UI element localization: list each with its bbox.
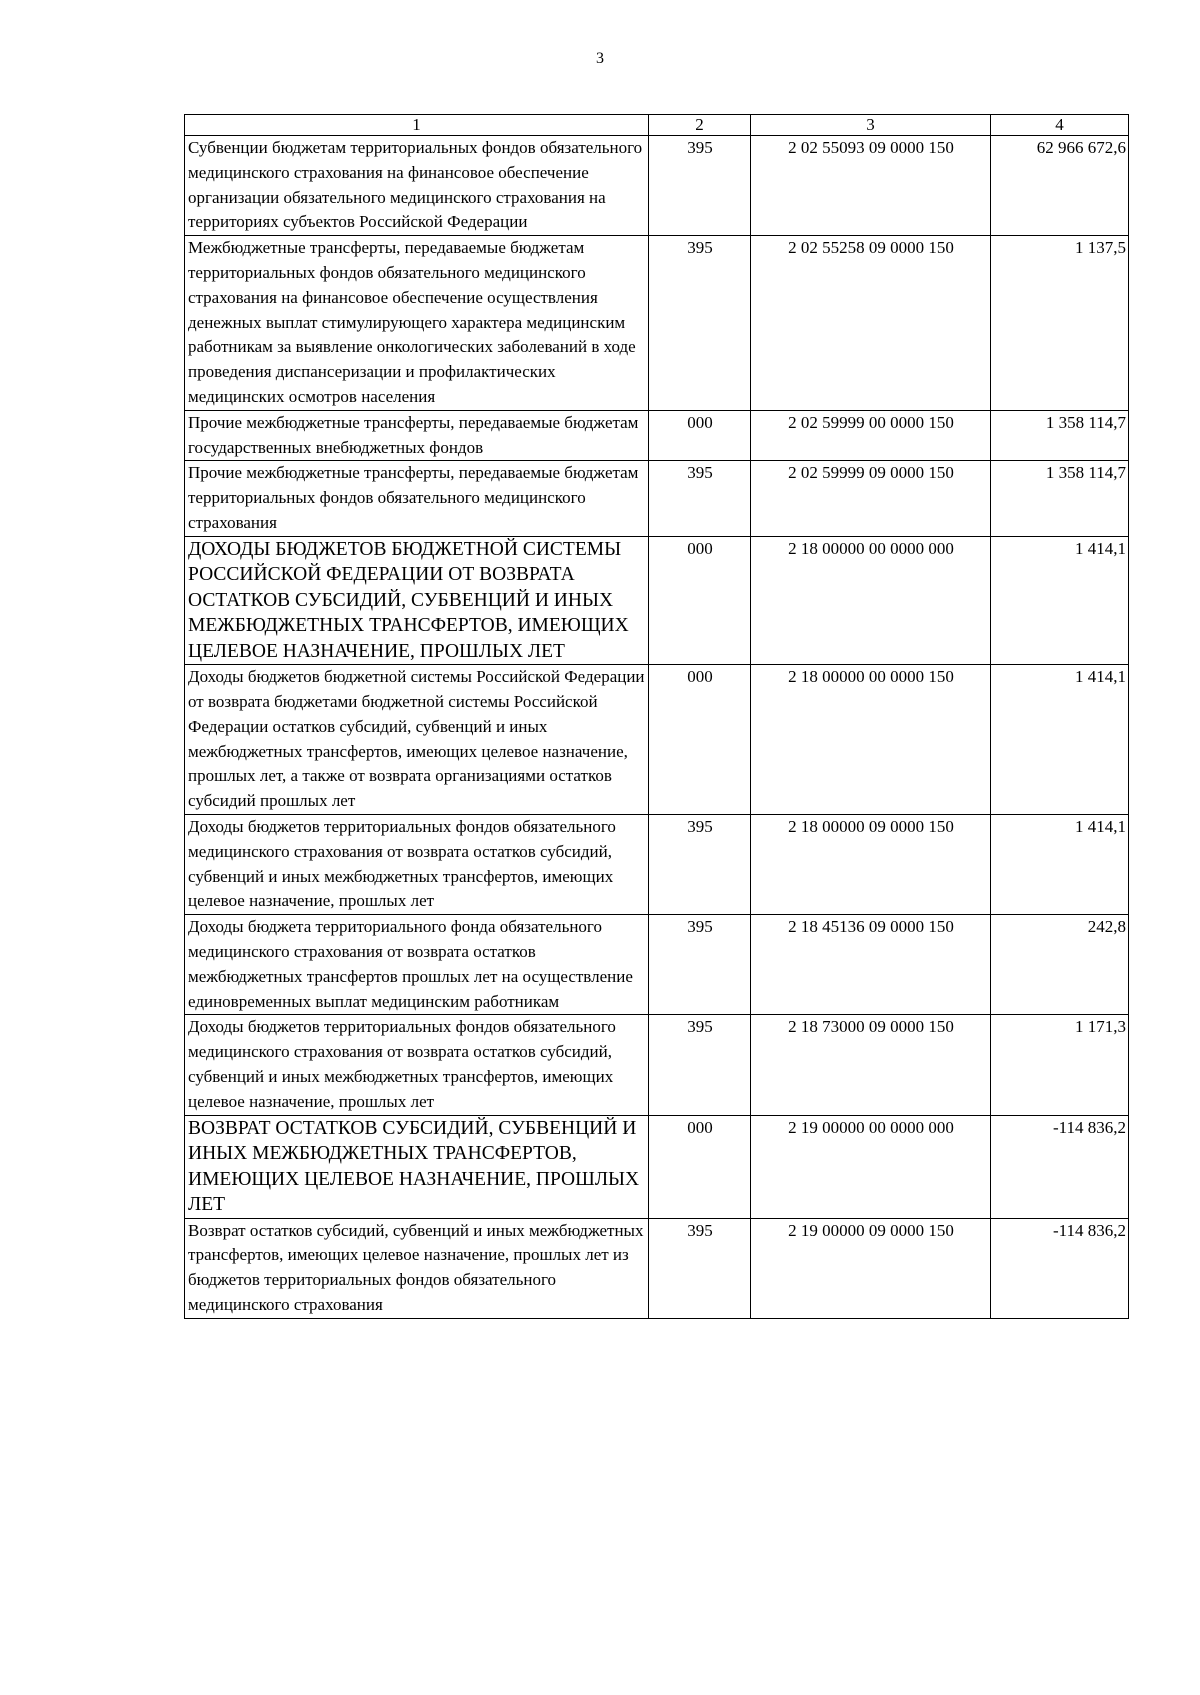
table-row (185, 536, 1129, 665)
table-row (185, 1115, 1129, 1218)
admin-code-cell: 395 (649, 136, 751, 236)
admin-code-cell: 395 (649, 461, 751, 536)
table-row (185, 461, 1129, 536)
admin-code-cell: 000 (649, 536, 751, 665)
amount-cell: 62 966 672,6 (991, 136, 1129, 236)
admin-code-cell: 395 (649, 815, 751, 915)
column-header-3: 3 (751, 115, 991, 136)
amount-cell: 1 137,5 (991, 236, 1129, 411)
revenue-name-cell: Субвенции бюджетам территориальных фондов обязательного медицинского страхования на финансовое обеспечение организации обязательного медицинского страхования на территориях субъектов Российской Федерации (185, 136, 649, 236)
revenue-name-cell: Прочие межбюджетные трансферты, передаваемые бюджетам государственных внебюджетных фондов (185, 410, 649, 461)
amount-cell: 1 358 114,7 (991, 461, 1129, 536)
amount-cell: 1 171,3 (991, 1015, 1129, 1115)
revenue-name-cell: Доходы бюджетов территориальных фондов обязательного медицинского страхования от возврата остатков субсидий, субвенций и иных межбюджетных трансфертов, имеющих целевое назначение, прошлых лет (185, 815, 649, 915)
admin-code-cell: 000 (649, 665, 751, 815)
revenue-name-cell: Межбюджетные трансферты, передаваемые бюджетам территориальных фондов обязательного медицинского страхования на финансовое обеспечение осуществления денежных выплат стимулирующего характера медицинским работникам за выявление онкологических заболеваний в ходе проведения диспансеризации и профилактических медицинских осмотров населения (185, 236, 649, 411)
column-header-1: 1 (185, 115, 649, 136)
column-header-2: 2 (649, 115, 751, 136)
column-header-4: 4 (991, 115, 1129, 136)
budget-classification-code-cell: 2 18 00000 09 0000 150 (751, 815, 991, 915)
table-row (185, 236, 1129, 411)
revenue-name-cell: Доходы бюджетов территориальных фондов обязательного медицинского страхования от возврата остатков субсидий, субвенций и иных межбюджетных трансфертов, имеющих целевое назначение, прошлых лет (185, 1015, 649, 1115)
table-row (185, 815, 1129, 915)
amount-cell: 242,8 (991, 915, 1129, 1015)
admin-code-cell: 000 (649, 410, 751, 461)
amount-cell: 1 414,1 (991, 665, 1129, 815)
amount-cell: 1 414,1 (991, 815, 1129, 915)
table-row (185, 915, 1129, 1015)
revenue-name-cell: Прочие межбюджетные трансферты, передаваемые бюджетам территориальных фондов обязательного медицинского страхования (185, 461, 649, 536)
budget-classification-code-cell: 2 19 00000 09 0000 150 (751, 1218, 991, 1318)
admin-code-cell: 395 (649, 915, 751, 1015)
amount-cell: 1 414,1 (991, 536, 1129, 665)
admin-code-cell: 395 (649, 236, 751, 411)
revenue-name-cell: ДОХОДЫ БЮДЖЕТОВ БЮДЖЕТНОЙ СИСТЕМЫ РОССИЙСКОЙ ФЕДЕРАЦИИ ОТ ВОЗВРАТА ОСТАТКОВ СУБСИДИЙ, СУБВЕНЦИЙ И ИНЫХ МЕЖБЮДЖЕТНЫХ ТРАНСФЕРТОВ, ИМЕЮЩИХ ЦЕЛЕВОЕ НАЗНАЧЕНИЕ, ПРОШЛЫХ ЛЕТ (185, 536, 649, 665)
table-row (185, 1218, 1129, 1318)
table-header-row (185, 115, 1129, 136)
budget-classification-code-cell: 2 18 45136 09 0000 150 (751, 915, 991, 1015)
budget-classification-code-cell: 2 02 59999 09 0000 150 (751, 461, 991, 536)
amount-cell: 1 358 114,7 (991, 410, 1129, 461)
page-number: 3 (596, 50, 604, 67)
budget-classification-code-cell: 2 02 55093 09 0000 150 (751, 136, 991, 236)
revenue-name-cell: ВОЗВРАТ ОСТАТКОВ СУБСИДИЙ, СУБВЕНЦИЙ И ИНЫХ МЕЖБЮДЖЕТНЫХ ТРАНСФЕРТОВ, ИМЕЮЩИХ ЦЕЛЕВОЕ НАЗНАЧЕНИЕ, ПРОШЛЫХ ЛЕТ (185, 1115, 649, 1218)
revenue-name-cell: Возврат остатков субсидий, субвенций и иных межбюджетных трансфертов, имеющих целевое назначение, прошлых лет из бюджетов территориальных фондов обязательного медицинского страхования (185, 1218, 649, 1318)
amount-cell: -114 836,2 (991, 1218, 1129, 1318)
budget-classification-code-cell: 2 18 00000 00 0000 000 (751, 536, 991, 665)
budget-classification-code-cell: 2 02 55258 09 0000 150 (751, 236, 991, 411)
table-row (185, 136, 1129, 236)
revenue-name-cell: Доходы бюджетов бюджетной системы Российской Федерации от возврата бюджетами бюджетной системы Российской Федерации остатков субсидий, субвенций и иных межбюджетных трансфертов, имеющих целевое назначение, прошлых лет, а также от возврата организациями остатков субсидий прошлых лет (185, 665, 649, 815)
admin-code-cell: 395 (649, 1218, 751, 1318)
revenue-name-cell: Доходы бюджета территориального фонда обязательного медицинского страхования от возврата остатков межбюджетных трансфертов прошлых лет на осуществление единовременных выплат медицинским работникам (185, 915, 649, 1015)
table-row (185, 1015, 1129, 1115)
budget-classification-code-cell: 2 02 59999 00 0000 150 (751, 410, 991, 461)
budget-classification-code-cell: 2 18 73000 09 0000 150 (751, 1015, 991, 1115)
table-row (185, 665, 1129, 815)
budget-classification-code-cell: 2 19 00000 00 0000 000 (751, 1115, 991, 1218)
admin-code-cell: 395 (649, 1015, 751, 1115)
table-row (185, 410, 1129, 461)
amount-cell: -114 836,2 (991, 1115, 1129, 1218)
admin-code-cell: 000 (649, 1115, 751, 1218)
table-body (185, 136, 1129, 1319)
budget-classification-code-cell: 2 18 00000 00 0000 150 (751, 665, 991, 815)
budget-revenue-table (184, 114, 1129, 1319)
